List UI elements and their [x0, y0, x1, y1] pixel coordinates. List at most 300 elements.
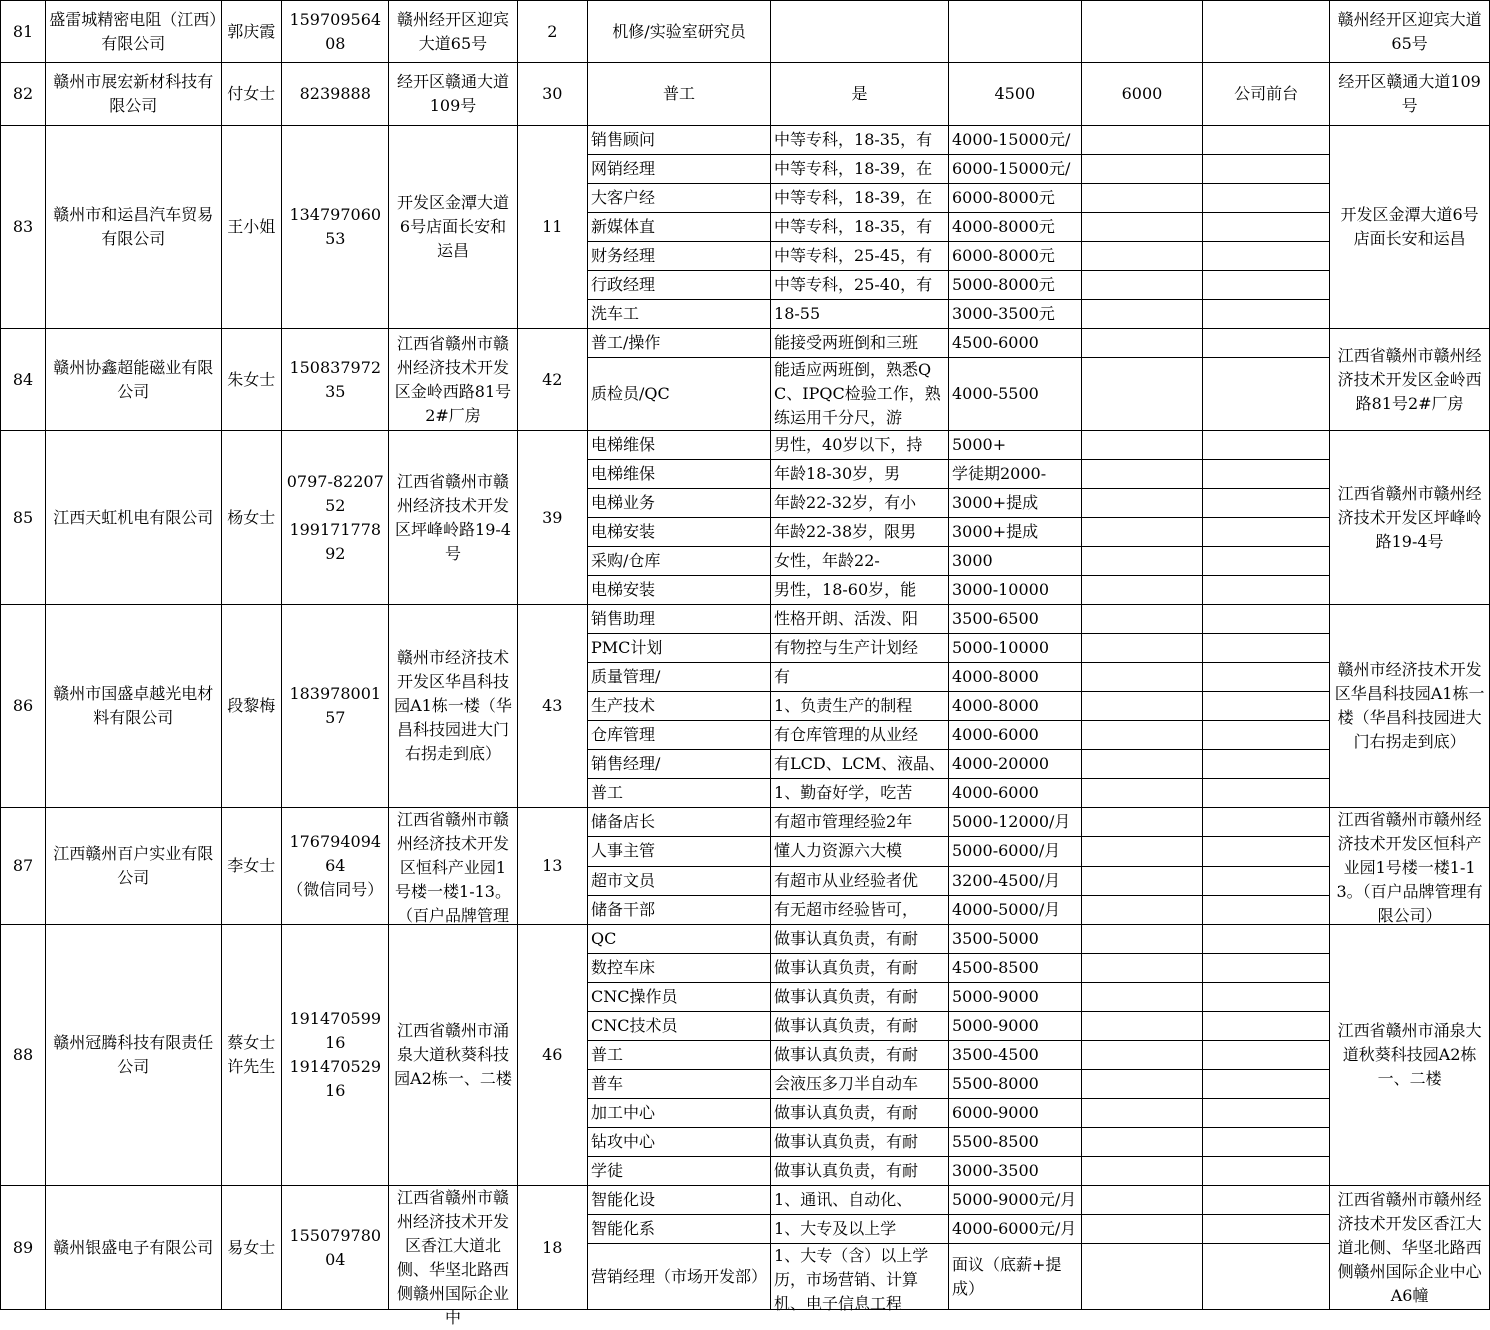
job-title-text: 加工中心	[591, 1103, 656, 1122]
job-requirement-text: 有超市从业经验者优	[774, 870, 919, 890]
job-requirement-text: 有超市管理经验2年	[774, 812, 913, 832]
job-salary	[948, 605, 1081, 634]
contact-phone	[282, 63, 389, 126]
company-name	[46, 329, 221, 431]
job-title-text: 人事主管	[591, 841, 656, 861]
job-salary-text: 5000-9000	[951, 1016, 1039, 1035]
job-title	[588, 895, 771, 924]
row-number	[1, 1, 46, 63]
company-name-text: 江西天虹机电有限公司	[53, 507, 214, 527]
company-name-text: 赣州冠腾科技有限责任公司	[53, 1033, 214, 1076]
job-title-text: 普车	[591, 1074, 624, 1093]
company-name	[46, 808, 221, 925]
job-title-text: 钻攻中心	[591, 1132, 656, 1151]
job-extra-2	[1203, 431, 1330, 460]
job-title-text: 销售顾问	[591, 130, 656, 149]
job-salary-text: 3000-10000	[951, 580, 1049, 599]
job-salary	[948, 1128, 1081, 1157]
job-requirement-text: 1、勤奋好学，吃苦	[774, 783, 913, 802]
company-address-text: 赣州经开区迎宾大道65号	[396, 9, 509, 53]
job-title	[588, 1099, 771, 1128]
job-requirement	[771, 1157, 949, 1186]
job-extra-1	[1081, 895, 1202, 924]
hiring-count-text: 2	[547, 21, 558, 41]
interview-address	[1330, 808, 1490, 925]
job-salary-text: 3000+提成	[951, 493, 1039, 512]
job-extra-1	[1081, 489, 1202, 518]
company-address-text: 经开区赣通大道109号	[396, 72, 509, 115]
job-extra-1	[1081, 1215, 1202, 1244]
job-extra-1	[1081, 547, 1202, 576]
job-salary	[948, 1099, 1081, 1128]
job-salary-text: 学徒期2000-	[951, 464, 1047, 483]
job-requirement-text: 1、大专（含）以上学历，市场营销、计算机、电子信息工程	[774, 1246, 929, 1313]
job-title	[588, 1012, 771, 1041]
job-salary-text: 5000-9000元/月	[951, 1190, 1077, 1209]
contact-phone-text: 13479706053	[289, 205, 382, 248]
job-title	[588, 576, 771, 605]
job-extra-2	[1203, 663, 1330, 692]
job-requirement	[771, 1099, 949, 1128]
job-extra-2	[1203, 155, 1330, 184]
job-requirement-text: 做事认真负责，有耐	[774, 1016, 919, 1035]
job-requirement	[771, 1244, 949, 1313]
hiring-count	[517, 605, 587, 808]
job-title-text: 营销经理（市场开发部）	[591, 1266, 768, 1286]
job-extra-2	[1203, 1128, 1330, 1157]
job-title	[588, 1186, 771, 1215]
job-extra-2	[1203, 1012, 1330, 1041]
job-requirement	[771, 242, 949, 271]
job-salary	[948, 721, 1081, 750]
job-salary	[948, 634, 1081, 663]
job-salary-text: 3500-6500	[951, 609, 1039, 628]
interview-address-text: 江西省赣州市涌泉大道秋葵科技园A2栋一、二楼	[1337, 1021, 1482, 1088]
job-extra-1	[1081, 1244, 1202, 1310]
hiring-count-text: 39	[542, 507, 563, 527]
job-title	[588, 779, 771, 808]
hiring-count-text: 18	[542, 1237, 563, 1257]
hiring-count-text: 13	[542, 856, 563, 875]
job-requirement-text: 女性，年龄22-	[774, 551, 880, 570]
row-number	[1, 126, 46, 329]
job-requirement	[771, 576, 949, 605]
job-requirement	[771, 895, 949, 924]
job-requirement	[771, 1041, 949, 1070]
job-salary	[948, 1041, 1081, 1070]
job-extra-2	[1203, 1186, 1330, 1215]
company-name	[46, 431, 221, 605]
job-extra-1	[1081, 1186, 1202, 1215]
job-title-text: 财务经理	[591, 246, 656, 265]
job-requirement	[771, 1012, 949, 1041]
job-extra-1	[1081, 692, 1202, 721]
job-salary	[948, 329, 1081, 358]
job-extra-1	[1081, 866, 1202, 895]
job-extra-2	[1203, 300, 1330, 329]
job-salary-text: 4000-6000元/月	[951, 1219, 1077, 1238]
row-number	[1, 1186, 46, 1310]
interview-address-text: 开发区金潭大道6号店面长安和运昌	[1340, 205, 1479, 248]
job-extra-1	[1081, 983, 1202, 1012]
row-number-text: 89	[12, 1237, 34, 1257]
job-extra-2	[1203, 808, 1330, 837]
job-extra-1	[1081, 808, 1202, 837]
job-extra-2	[1203, 1157, 1330, 1186]
job-title-text: CNC技术员	[591, 1016, 678, 1035]
job-salary-text: 5000-6000/月	[951, 841, 1061, 861]
job-requirement-text: 中等专科，18-35，有	[774, 217, 933, 236]
company-name	[46, 1186, 221, 1310]
job-title-text: 普工/操作	[591, 333, 661, 352]
job-title-text: 生产技术	[591, 696, 656, 715]
job-salary	[948, 358, 1081, 431]
table-row	[1, 1, 1490, 63]
job-requirement-text: 能适应两班倒，熟悉QC、IPQC检验工作，熟练运用千分尺，游	[774, 360, 941, 427]
job-title	[588, 750, 771, 779]
job-extra-2	[1203, 925, 1330, 954]
contact-phone	[282, 126, 389, 329]
company-address	[389, 126, 517, 329]
interview-address-text: 赣州市经济技术开发区华昌科技园A1栋一楼（华昌科技园进大门右拐走到底）	[1334, 660, 1485, 751]
job-requirement	[771, 213, 949, 242]
interview-address	[1330, 126, 1490, 329]
job-extra-1	[1081, 1157, 1202, 1186]
company-address-text: 赣州市经济技术开发区华昌科技园A1栋一楼（华昌科技园进大门右拐走到底）	[394, 648, 512, 763]
job-salary	[948, 184, 1081, 213]
interview-address-text: 赣州经开区迎宾大道65号	[1337, 9, 1482, 53]
job-salary	[948, 126, 1081, 155]
job-salary-text: 4000-8000	[951, 696, 1039, 715]
job-extra-1	[1081, 779, 1202, 808]
job-salary	[948, 155, 1081, 184]
company-address-text: 开发区金潭大道6号店面长安和运昌	[396, 193, 509, 260]
interview-address	[1330, 431, 1490, 605]
job-title-text: 电梯维保	[591, 435, 656, 454]
job-requirement-text: 有LCD、LCM、液晶、	[774, 754, 945, 773]
job-extra-2	[1203, 954, 1330, 983]
job-extra-2	[1203, 605, 1330, 634]
job-title-text: 普工	[591, 783, 624, 802]
job-extra-2	[1203, 576, 1330, 605]
job-extra-1	[1081, 634, 1202, 663]
job-title-text: PMC计划	[591, 638, 663, 657]
job-requirement-text: 年龄22-32岁，有小	[774, 493, 917, 512]
job-title-text: 洗车工	[591, 304, 640, 323]
hiring-count	[517, 329, 587, 431]
job-extra-2	[1203, 866, 1330, 895]
job-extra-1	[1081, 576, 1202, 605]
table-row	[1, 605, 1490, 634]
job-requirement	[771, 866, 949, 895]
contact-person	[221, 1186, 282, 1310]
job-extra-1	[1081, 663, 1202, 692]
job-requirement-text: 有仓库管理的从业经	[774, 725, 919, 744]
job-requirement	[771, 750, 949, 779]
contact-person	[221, 126, 282, 329]
contact-person	[221, 1, 282, 63]
job-extra-1	[1081, 518, 1202, 547]
contact-phone-text: 0797-8220752 19917177892	[286, 471, 384, 563]
job-requirement-text: 做事认真负责，有耐	[774, 958, 919, 977]
table-row	[1, 329, 1490, 358]
job-title-text: 网销经理	[591, 159, 656, 178]
job-salary	[948, 300, 1081, 329]
contact-person-text: 杨女士	[227, 507, 276, 527]
job-requirement	[771, 271, 949, 300]
table-row	[1, 925, 1490, 954]
job-title-text: CNC操作员	[591, 987, 678, 1006]
contact-phone	[282, 1, 389, 63]
company-address-text: 江西省赣州市涌泉大道秋葵科技园A2栋一、二楼	[394, 1021, 512, 1088]
contact-phone	[282, 605, 389, 808]
job-extra-1	[1081, 271, 1202, 300]
company-name-text: 赣州银盛电子有限公司	[53, 1237, 214, 1257]
job-extra-2	[1203, 358, 1330, 431]
job-salary	[948, 692, 1081, 721]
job-salary	[948, 779, 1081, 808]
job-salary-text: 4500-8500	[951, 958, 1039, 977]
job-requirement	[771, 431, 949, 460]
job-title-text: 智能化系	[591, 1219, 656, 1238]
job-title	[588, 866, 771, 895]
job-requirement-text: 中等专科，25-45，有	[774, 246, 933, 265]
job-title	[588, 213, 771, 242]
job-extra-1	[1081, 750, 1202, 779]
hiring-count-text: 46	[542, 1045, 563, 1064]
contact-phone	[282, 1186, 389, 1310]
job-salary-text: 5000+	[951, 435, 1007, 454]
table-row	[1, 1186, 1490, 1215]
row-number-text: 82	[12, 84, 34, 103]
job-extra-2	[1203, 1244, 1330, 1310]
job-extra-1	[1081, 184, 1202, 213]
company-address	[389, 63, 517, 126]
contact-person-text: 段黎梅	[227, 696, 276, 715]
job-salary-text: 4000-6000	[951, 783, 1039, 802]
job-requirement-text: 做事认真负责，有耐	[774, 1161, 919, 1180]
job-title	[588, 271, 771, 300]
job-title-text: 超市文员	[591, 870, 656, 890]
job-salary	[948, 1244, 1081, 1310]
company-name	[46, 63, 221, 126]
job-requirement	[771, 954, 949, 983]
interview-address	[1330, 1, 1490, 63]
row-number	[1, 63, 46, 126]
contact-phone	[282, 431, 389, 605]
job-salary	[948, 431, 1081, 460]
job-extra-1	[1081, 605, 1202, 634]
contact-person-text: 蔡女士 许先生	[227, 1033, 276, 1076]
job-title-text: 普工	[591, 1045, 624, 1064]
row-number	[1, 605, 46, 808]
job-requirement	[771, 460, 949, 489]
job-requirement-text: 做事认真负责，有耐	[774, 1103, 919, 1122]
job-title-text: 质量管理/	[591, 667, 661, 686]
job-requirement-text: 年龄22-38岁，限男	[774, 522, 917, 541]
contact-person	[221, 808, 282, 925]
row-number-text: 87	[12, 856, 34, 875]
company-address	[389, 1, 517, 63]
job-title	[588, 1128, 771, 1157]
contact-phone	[282, 808, 389, 925]
job-requirement	[771, 925, 949, 954]
job-extra-1	[1081, 954, 1202, 983]
job-title-text: 质检员/QC	[591, 384, 670, 403]
job-extra-2	[1203, 692, 1330, 721]
job-salary-text: 5500-8500	[951, 1132, 1039, 1151]
job-extra-2	[1203, 126, 1330, 155]
job-extra-1	[1081, 925, 1202, 954]
job-title	[588, 1157, 771, 1186]
job-extra-2	[1203, 329, 1330, 358]
job-extra-2	[1203, 1, 1330, 63]
job-requirement	[771, 518, 949, 547]
job-title-text: 行政经理	[591, 275, 656, 294]
contact-phone-text: 15970956408	[289, 9, 382, 53]
table-row	[1, 126, 1490, 155]
job-requirement-text: 会液压多刀半自动车	[774, 1074, 919, 1093]
job-title	[588, 126, 771, 155]
company-address	[389, 808, 517, 925]
job-extra-2	[1203, 1215, 1330, 1244]
company-address	[389, 605, 517, 808]
row-number	[1, 329, 46, 431]
interview-address	[1330, 1186, 1490, 1310]
job-extra-1	[1081, 358, 1202, 431]
contact-person	[221, 329, 282, 431]
job-extra-1	[1081, 213, 1202, 242]
job-requirement-text: 是	[851, 84, 868, 103]
job-requirement-text: 懂人力资源六大模	[774, 841, 903, 861]
job-extra-1	[1081, 460, 1202, 489]
job-salary-text: 3000	[951, 551, 993, 570]
job-title	[588, 925, 771, 954]
job-title	[588, 63, 771, 126]
contact-phone	[282, 925, 389, 1186]
interview-address-text: 经开区赣通大道109号	[1338, 72, 1481, 115]
job-extra-1	[1081, 431, 1202, 460]
job-salary-text: 3500-5000	[951, 929, 1039, 948]
job-title	[588, 489, 771, 518]
company-address-text: 江西省赣州市赣州经济技术开发区香江大道北侧、华坚北路西侧赣州国际企业中	[396, 1188, 509, 1327]
job-title-text: 销售助理	[591, 609, 656, 628]
job-title-text: 新媒体直	[591, 217, 656, 236]
job-title	[588, 1041, 771, 1070]
job-requirement-text: 中等专科，18-35，有	[774, 130, 933, 149]
job-salary-text: 5000-12000/月	[951, 812, 1071, 832]
job-salary	[948, 271, 1081, 300]
job-requirement-text: 有无超市经验皆可，	[774, 899, 919, 919]
job-requirement	[771, 300, 949, 329]
job-salary-text: 5500-8000	[951, 1074, 1039, 1093]
job-requirement	[771, 808, 949, 837]
contact-phone-text: 19147059916 19147052916	[289, 1009, 382, 1100]
job-extra-2	[1203, 518, 1330, 547]
job-title-text: 数控车床	[591, 958, 656, 977]
company-address	[389, 329, 517, 431]
contact-person-text: 朱女士	[227, 369, 276, 389]
job-extra-2	[1203, 184, 1330, 213]
job-salary-text: 4500-6000	[951, 333, 1039, 352]
job-requirement-text: 男性，40岁以下，持	[774, 435, 923, 454]
company-name-text: 赣州协鑫超能磁业有限公司	[53, 357, 214, 401]
job-requirement-text: 年龄18-30岁，男	[774, 464, 901, 483]
job-requirement	[771, 155, 949, 184]
company-name	[46, 925, 221, 1186]
job-title	[588, 692, 771, 721]
company-name	[46, 1, 221, 63]
job-extra-1	[1081, 300, 1202, 329]
job-requirement-text: 做事认真负责，有耐	[774, 1132, 919, 1151]
job-extra-2	[1203, 895, 1330, 924]
hiring-count-text: 30	[542, 84, 563, 103]
job-title	[588, 983, 771, 1012]
hiring-count	[517, 126, 587, 329]
row-number	[1, 925, 46, 1186]
interview-address-text: 江西省赣州市赣州经济技术开发区香江大道北侧、华坚北路西侧赣州国际企业中心A6幢	[1337, 1189, 1482, 1305]
job-salary-text: 5000-8000元	[951, 275, 1055, 294]
job-extra-2	[1203, 983, 1330, 1012]
job-requirement	[771, 634, 949, 663]
job-title-text: 销售经理/	[591, 754, 661, 773]
hiring-count-text: 11	[542, 217, 563, 236]
company-address	[389, 925, 517, 1186]
contact-phone-text: 17679409464 （微信同号）	[287, 832, 384, 899]
job-title	[588, 1, 771, 63]
contact-person-text: 付女士	[227, 84, 276, 103]
job-salary-text: 6000-8000元	[951, 246, 1055, 265]
job-extra-2	[1203, 242, 1330, 271]
job-title-text: 储备店长	[591, 812, 656, 832]
interview-address	[1330, 605, 1490, 808]
job-salary-text: 4000-8000	[951, 667, 1039, 686]
job-salary	[948, 518, 1081, 547]
job-title-text: 仓库管理	[591, 725, 656, 744]
job-extra-1	[1081, 1012, 1202, 1041]
job-title-text: 普工	[663, 84, 696, 103]
job-title	[588, 460, 771, 489]
job-requirement	[771, 721, 949, 750]
job-title	[588, 634, 771, 663]
job-title	[588, 184, 771, 213]
job-requirement	[771, 1215, 949, 1244]
job-title	[588, 155, 771, 184]
contact-phone-text: 8239888	[299, 84, 371, 103]
job-salary	[948, 663, 1081, 692]
job-requirement-text: 中等专科，25-40，有	[774, 275, 933, 294]
job-title	[588, 358, 771, 431]
job-requirement	[771, 184, 949, 213]
job-extra-1	[1081, 155, 1202, 184]
hiring-count	[517, 63, 587, 126]
company-address-text: 江西省赣州市赣州经济技术开发区恒科产业园1号楼一楼1-13。（百户品牌管理	[395, 810, 511, 925]
job-requirement-text: 男性，18-60岁，能	[774, 580, 917, 599]
job-title	[588, 300, 771, 329]
job-requirement-text: 能接受两班倒和三班	[774, 333, 919, 352]
job-salary-text: 6000-15000元/	[951, 159, 1071, 178]
job-salary	[948, 1215, 1081, 1244]
job-requirement-text: 1、大专及以上学	[774, 1219, 897, 1238]
job-salary-text: 4000-5500	[951, 384, 1039, 403]
job-salary	[948, 750, 1081, 779]
contact-phone-text: 15083797235	[289, 357, 382, 401]
job-extra-1	[1081, 837, 1202, 866]
contact-person	[221, 605, 282, 808]
job-salary	[948, 1, 1081, 63]
job-title-text: 储备干部	[591, 899, 656, 919]
job-extra-1	[1081, 329, 1202, 358]
